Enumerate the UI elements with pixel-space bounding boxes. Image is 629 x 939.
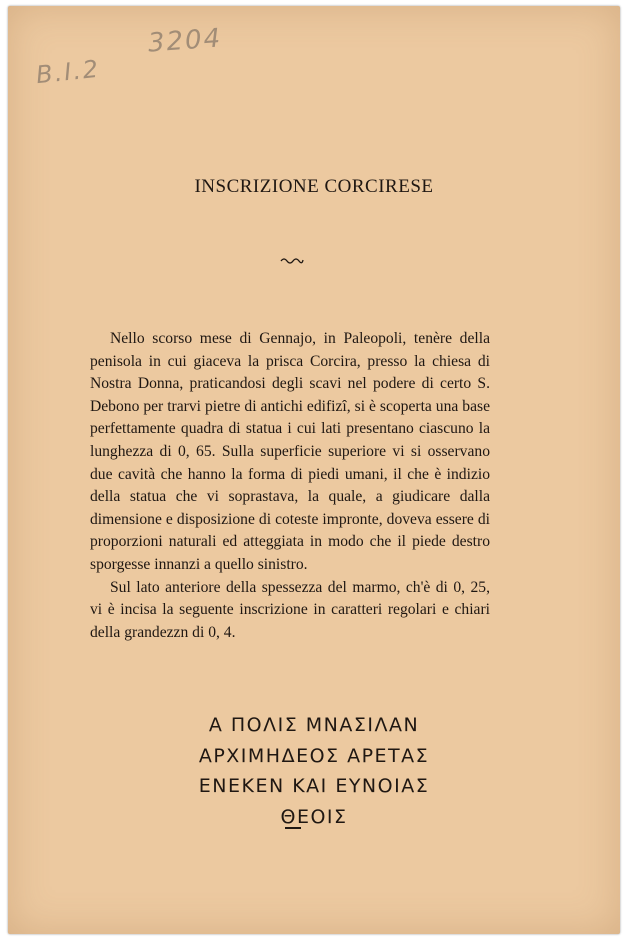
body-paragraph-1: Nello scorso mese di Gennajo, in Paleopoli, tenère della penisola in cui giaceva la prisca Corcira, presso la chiesa di Nostra Donna, praticandosi degli scavi nel podere di certo S. Debono per trarvi pietre di antichi edifizî, si è scoperta una base perfettamente quadra di statua i cui lati presentano ciascuno la lunghezza di 0, 65. Sulla superficie superiore vi si osservano due cavità che hanno la forma di piedi umani, il che è indizio della statua che vi soprastava, la quale, a giudicare dalla dimensione e disposizione di coteste impronte, doveva essere di proporzioni naturali ed atteggiata in modo che il piede destro sporgesse innanzi a quello sinistro. bbox=[90, 330, 490, 573]
greek-inscription bbox=[8, 710, 620, 832]
inscription-line-2: ΑΡΧΙΜΗΔΕΟΣ ΑΡΕΤΑΣ bbox=[198, 744, 430, 767]
body-text bbox=[90, 328, 490, 644]
closing-dash bbox=[285, 827, 301, 829]
inscription-line-3: ΕΝΕΚΕΝ ΚΑΙ ΕΥΝΟΙΑΣ bbox=[198, 775, 430, 797]
pencil-annotation-mark: B.I.2 bbox=[34, 54, 102, 90]
inscription-line-4: ΘΕΟΙΣ bbox=[280, 805, 348, 828]
document-page bbox=[8, 6, 620, 934]
pencil-annotation-number: 3204 bbox=[147, 23, 224, 59]
inscription-line-1: Α ΠΟΛΙΣ ΜΝΑΣΙΛΑΝ bbox=[208, 714, 420, 736]
document-title: INSCRIZIONE CORCIRESE bbox=[194, 176, 434, 197]
body-paragraph-2: Sul lato anteriore della spessezza del marmo, ch'è di 0, 25, vi è incisa la seguente inscrizione in caratteri regolari e chiari della grandezzn di 0, 4. bbox=[90, 578, 490, 641]
ornament-squiggle-icon bbox=[280, 256, 304, 264]
